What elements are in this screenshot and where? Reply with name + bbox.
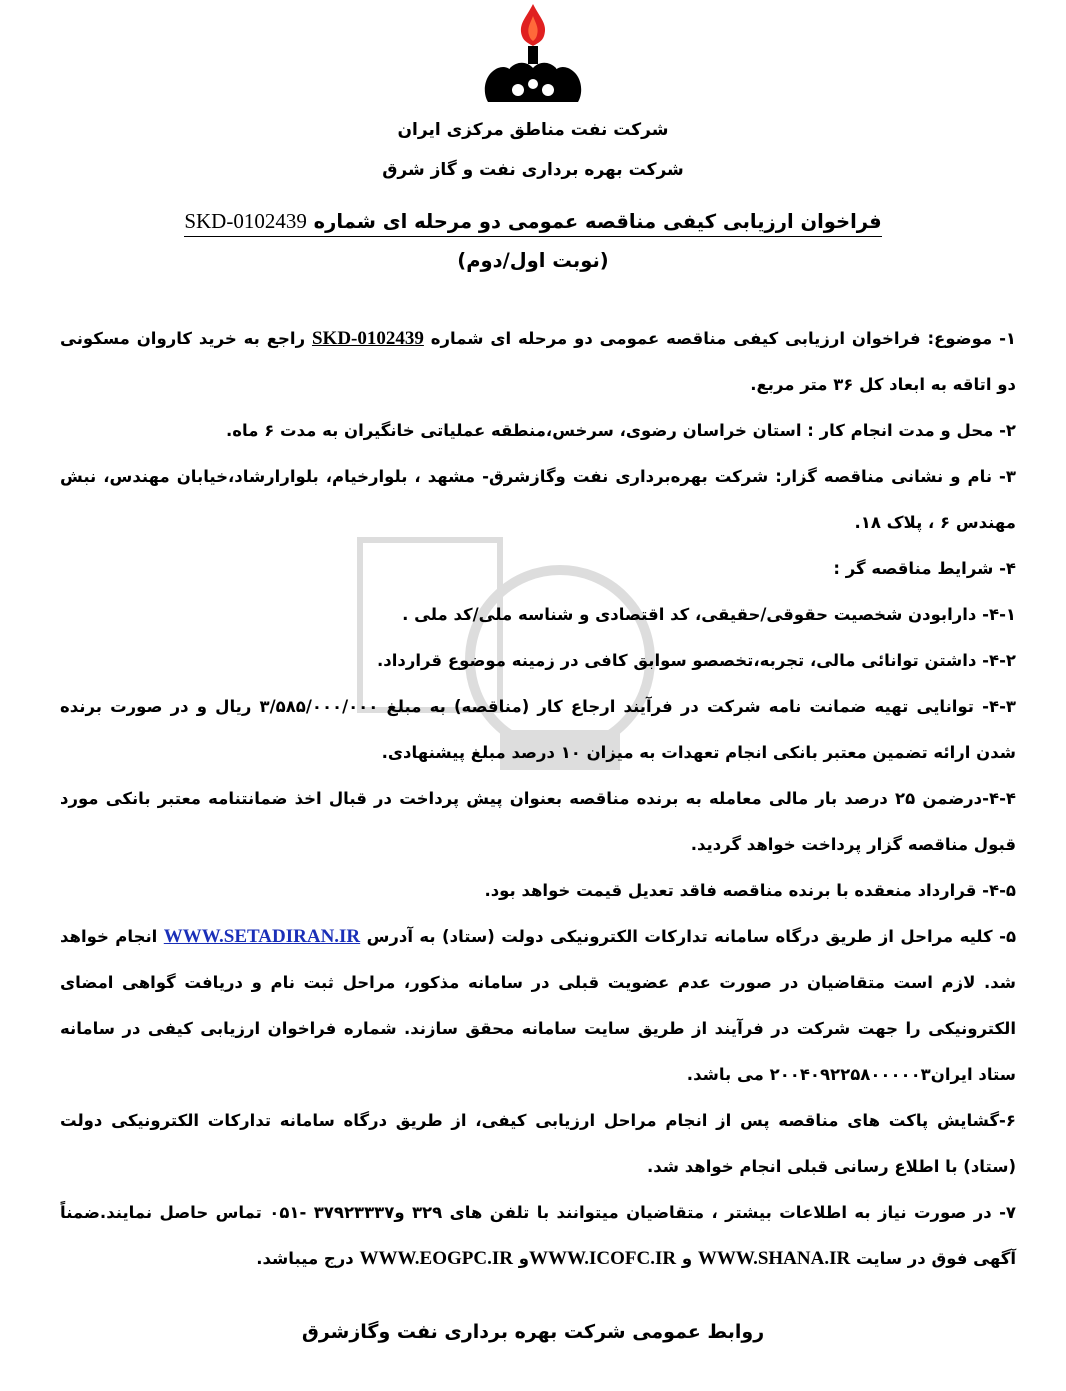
item-6: ۶-گشایش پاکت های مناقصه پس از انجام مراحل ارزیابی کیفی، از طریق درگاه سامانه تدارکات الکترونیکی دولت (ستاد) با اطلاع رسانی قبلی انجام خواهد شد.	[60, 1111, 1016, 1176]
item-5-text-b: انجام خواهد شد. لازم است متقاضیان در صورت عدم عضویت قبلی در سامانه مذکور، مراحل ثبت نام و دریافت گواهی امضای الکترونیکی را جهت شرکت در فرآیند از طریق سایت سامانه محقق سازند. شماره فراخوان ارزیابی کیفی در سامانه ستاد ایران۲۰۰۴۰۹۲۲۵۸۰۰۰۰۰۳ می باشد.	[60, 927, 1016, 1084]
item-1	[60, 316, 1016, 408]
item-7-and-2: و	[518, 1249, 529, 1268]
item-4-3: ۴-۳- توانایی تهیه ضمانت نامه شرکت در فرآیند ارجاع کار (مناقصه) به مبلغ ۳/۵۸۵/۰۰۰/۰۰۰ ریال و در صورت برنده شدن ارائه تضمین معتبر بانکی انجام تعهدات به میزان ۱۰ درصد مبلغ پیشنهادی.	[60, 697, 1016, 762]
org-name-line2: شرکت بهره برداری نفت و گاز شرق	[382, 160, 684, 180]
notice-subtitle: (نوبت اول/دوم)	[457, 249, 609, 272]
item-4-1: ۴-۱- دارابودن شخصیت حقوقی/حقیقی، کد اقتصادی و شناسه ملی/کد ملی .	[402, 605, 1016, 624]
eogpc-site[interactable]: WWW.EOGPC.IR	[359, 1248, 513, 1269]
nioc-flame-logo	[478, 2, 588, 117]
footer-signature: روابط عمومی شرکت بهره برداری نفت وگازشرق	[301, 1321, 765, 1343]
title-text: فراخوان ارزیابی کیفی مناقصه عمومی دو مرحله ای شماره	[313, 210, 882, 233]
item-1-text-a: ۱- موضوع: فراخوان ارزیابی کیفی مناقصه عمومی دو مرحله ای شماره	[430, 329, 1016, 348]
item-5	[60, 914, 1016, 1098]
icofc-site[interactable]: WWW.ICOFC.IR	[528, 1248, 677, 1269]
item-1-text-b: راجع به خرید کاروان مسکونی دو اتاقه به ابعاد کل ۳۶ متر مربع.	[60, 329, 1016, 394]
item-5-text-a: ۵- کلیه مراحل از طریق درگاه سامانه تدارکات الکترونیکی دولت (ستاد) به آدرس	[366, 927, 1017, 946]
item-2: ۲- محل و مدت انجام کار : استان خراسان رضوی، سرخس،منطقه عملیاتی خانگیران به مدت ۶ ماه.	[226, 421, 1016, 440]
item-4-2: ۴-۲- داشتن توانائی مالی، تجربه،تخصصو سوابق کافی در زمینه موضوع قرارداد.	[377, 651, 1016, 670]
title-tender-number: SKD-0102439	[184, 209, 307, 233]
item-4: ۴- شرایط مناقصه گر :	[833, 559, 1016, 578]
item-7	[60, 1190, 1016, 1282]
item-4-4: ۴-۴-درضمن ۲۵ درصد بار مالی معامله به برنده مناقصه بعنوان پیش پرداخت در قبال اخذ ضمانتنامه معتبر بانکی مورد قبول مناقصه گزار پرداخت خواهد گردید.	[60, 789, 1016, 854]
item-7-text-b: درج میباشد.	[256, 1249, 354, 1268]
shana-site[interactable]: WWW.SHANA.IR	[697, 1248, 851, 1269]
item-7-and-1: و	[681, 1249, 693, 1268]
item-1-tender-code: SKD-0102439	[311, 328, 424, 349]
notice-body	[60, 316, 1016, 1282]
notice-title	[0, 209, 1066, 234]
item-7-text-a: ۷- در صورت نیاز به اطلاعات بیشتر ، متقاضیان میتوانند با تلفن های ۳۲۹ و۳۷۹۲۳۳۳۷ -۰۵۱ تماس حاصل نمایند.ضمناً آگهی فوق در سایت	[60, 1203, 1016, 1268]
item-3: ۳- نام و نشانی مناقصه گزار: شرکت بهره‌برداری نفت وگازشرق- مشهد ، بلوارخیام، بلوارارشاد،خیابان مهندس، نبش مهندس ۶ ، پلاک ۱۸.	[60, 467, 1016, 532]
setadiran-link[interactable]: WWW.SETADIRAN.IR	[163, 926, 361, 947]
org-name-line1: شرکت نفت مناطق مرکزی ایران	[397, 120, 669, 140]
item-4-5: ۴-۵- قرارداد منعقده با برنده مناقصه فاقد تعدیل قیمت خواهد بود.	[484, 881, 1016, 900]
